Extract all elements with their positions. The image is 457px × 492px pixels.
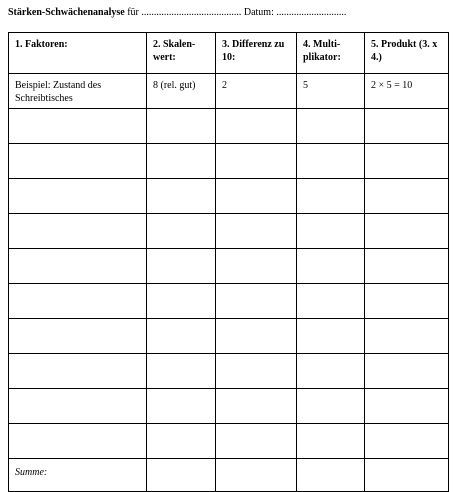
product-cell[interactable]	[365, 354, 449, 389]
multiplier-cell[interactable]	[297, 214, 365, 249]
column-header-scale-value: 2. Skalen-wert:	[147, 33, 216, 74]
difference-cell[interactable]	[216, 354, 297, 389]
multiplier-cell[interactable]	[297, 249, 365, 284]
table-row[interactable]	[9, 214, 449, 249]
table-row[interactable]	[9, 109, 449, 144]
form-title: Stärken-Schwächenanalyse	[8, 7, 125, 18]
sum-difference-cell[interactable]	[216, 459, 297, 492]
factor-cell[interactable]	[9, 389, 147, 424]
factor-cell[interactable]	[9, 249, 147, 284]
difference-cell[interactable]	[216, 389, 297, 424]
scale-value-cell[interactable]	[147, 319, 216, 354]
analysis-table	[8, 32, 449, 492]
multiplier-cell[interactable]	[297, 109, 365, 144]
multiplier-cell[interactable]	[297, 319, 365, 354]
example-product-cell: 2 × 5 = 10	[365, 74, 449, 109]
product-cell[interactable]	[365, 249, 449, 284]
column-header-product: 5. Produkt (3. x 4.)	[365, 33, 449, 74]
product-cell[interactable]	[365, 319, 449, 354]
factor-cell[interactable]	[9, 284, 147, 319]
sum-label: Summe:	[9, 459, 147, 492]
example-scale-value-cell: 8 (rel. gut)	[147, 74, 216, 109]
sum-multiplier-cell[interactable]	[297, 459, 365, 492]
example-factor-cell: Beispiel: Zustand des Schreibtisches	[9, 74, 147, 109]
table-row[interactable]	[9, 284, 449, 319]
factor-cell[interactable]	[9, 424, 147, 459]
difference-cell[interactable]	[216, 284, 297, 319]
multiplier-cell[interactable]	[297, 284, 365, 319]
table-row-sum[interactable]	[9, 459, 449, 492]
table-row[interactable]	[9, 319, 449, 354]
table-row[interactable]	[9, 179, 449, 214]
product-cell[interactable]	[365, 424, 449, 459]
multiplier-cell[interactable]	[297, 354, 365, 389]
scale-value-cell[interactable]	[147, 179, 216, 214]
scale-value-cell[interactable]	[147, 214, 216, 249]
multiplier-cell[interactable]	[297, 389, 365, 424]
scale-value-cell[interactable]	[147, 144, 216, 179]
table-row-example	[9, 74, 449, 109]
date-fill-line[interactable]: ............................	[276, 7, 347, 18]
table-row[interactable]	[9, 424, 449, 459]
table-header-row	[9, 33, 449, 74]
difference-cell[interactable]	[216, 424, 297, 459]
sum-product-cell[interactable]	[365, 459, 449, 492]
scale-value-cell[interactable]	[147, 389, 216, 424]
factor-cell[interactable]	[9, 214, 147, 249]
product-cell[interactable]	[365, 389, 449, 424]
factor-cell[interactable]	[9, 179, 147, 214]
date-label: Datum:	[243, 7, 274, 18]
table-row[interactable]	[9, 144, 449, 179]
multiplier-cell[interactable]	[297, 144, 365, 179]
example-multiplier-cell: 5	[297, 74, 365, 109]
factor-cell[interactable]	[9, 319, 147, 354]
column-header-multiplier: 4. Multi-plikator:	[297, 33, 365, 74]
name-fill-line[interactable]: ........................................	[141, 7, 242, 18]
multiplier-cell[interactable]	[297, 424, 365, 459]
scale-value-cell[interactable]	[147, 109, 216, 144]
difference-cell[interactable]	[216, 144, 297, 179]
product-cell[interactable]	[365, 109, 449, 144]
product-cell[interactable]	[365, 284, 449, 319]
table-row[interactable]	[9, 354, 449, 389]
scale-value-cell[interactable]	[147, 354, 216, 389]
factor-cell[interactable]	[9, 354, 147, 389]
column-header-difference: 3. Differenz zu 10:	[216, 33, 297, 74]
form-header	[8, 7, 448, 18]
factor-cell[interactable]	[9, 109, 147, 144]
sum-scale-value-cell[interactable]	[147, 459, 216, 492]
difference-cell[interactable]	[216, 319, 297, 354]
table-row[interactable]	[9, 389, 449, 424]
column-header-factors: 1. Faktoren:	[9, 33, 147, 74]
difference-cell[interactable]	[216, 214, 297, 249]
example-difference-cell: 2	[216, 74, 297, 109]
factor-cell[interactable]	[9, 144, 147, 179]
difference-cell[interactable]	[216, 179, 297, 214]
difference-cell[interactable]	[216, 249, 297, 284]
multiplier-cell[interactable]	[297, 179, 365, 214]
table-row[interactable]	[9, 249, 449, 284]
product-cell[interactable]	[365, 214, 449, 249]
product-cell[interactable]	[365, 144, 449, 179]
for-label: für	[127, 7, 139, 18]
scale-value-cell[interactable]	[147, 424, 216, 459]
product-cell[interactable]	[365, 179, 449, 214]
scale-value-cell[interactable]	[147, 249, 216, 284]
difference-cell[interactable]	[216, 109, 297, 144]
scale-value-cell[interactable]	[147, 284, 216, 319]
